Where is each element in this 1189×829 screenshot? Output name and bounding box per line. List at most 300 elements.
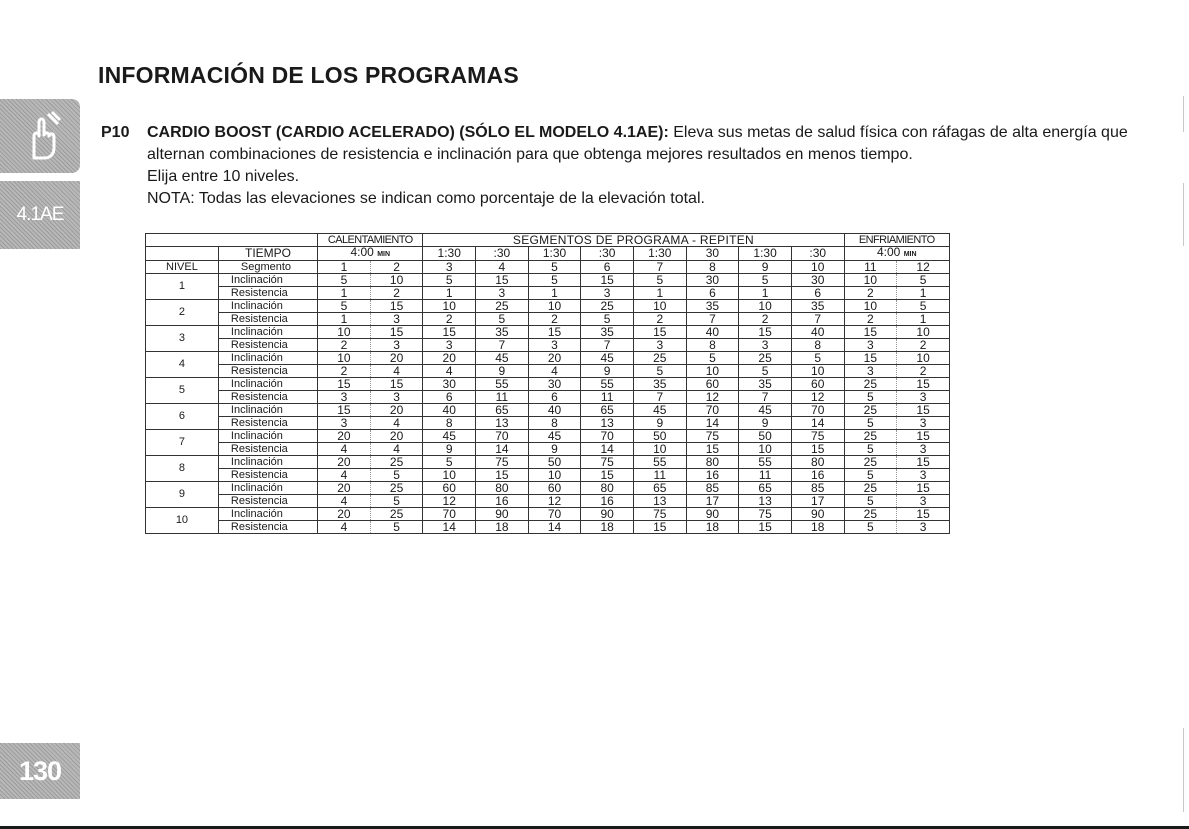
incline-value: 40 xyxy=(423,404,476,417)
program-code: P10 xyxy=(101,124,130,141)
incline-value: 25 xyxy=(739,352,792,365)
warmup-time xyxy=(318,247,423,261)
resistance-value: 7 xyxy=(739,391,792,404)
incline-value: 20 xyxy=(370,404,423,417)
incline-value: 35 xyxy=(476,326,529,339)
incline-value: 75 xyxy=(476,456,529,469)
incline-value: 50 xyxy=(528,456,581,469)
resistance-value: 16 xyxy=(686,469,739,482)
incline-value: 80 xyxy=(791,456,844,469)
resistance-value: 2 xyxy=(423,313,476,326)
resistance-value: 18 xyxy=(581,521,634,534)
resistance-value: 5 xyxy=(844,521,897,534)
resistance-value: 5 xyxy=(844,417,897,430)
incline-value: 5 xyxy=(423,456,476,469)
incline-value: 40 xyxy=(528,404,581,417)
segment-number: 7 xyxy=(633,261,686,274)
incline-value: 10 xyxy=(528,300,581,313)
incline-label: Inclinación xyxy=(218,456,317,469)
resistance-value: 6 xyxy=(686,287,739,300)
resistance-value: 2 xyxy=(318,339,371,352)
incline-value: 20 xyxy=(318,456,371,469)
level-resistance-row xyxy=(146,313,950,326)
resistance-value: 12 xyxy=(791,391,844,404)
incline-value: 90 xyxy=(686,508,739,521)
level-resistance-row xyxy=(146,365,950,378)
resistance-value: 3 xyxy=(318,417,371,430)
segment-number: 2 xyxy=(370,261,423,274)
resistance-value: 2 xyxy=(844,287,897,300)
resistance-value: 14 xyxy=(528,521,581,534)
incline-value: 75 xyxy=(633,508,686,521)
edge-line xyxy=(1183,728,1184,812)
resistance-value: 11 xyxy=(633,469,686,482)
incline-label: Inclinación xyxy=(218,274,317,287)
resistance-value: 4 xyxy=(423,365,476,378)
resistance-value: 4 xyxy=(370,365,423,378)
resistance-value: 10 xyxy=(686,365,739,378)
incline-value: 25 xyxy=(370,482,423,495)
program-description xyxy=(101,122,1167,210)
resistance-value: 13 xyxy=(633,495,686,508)
resistance-label: Resistencia xyxy=(218,495,317,508)
cooldown-header: ENFRIAMIENTO xyxy=(844,234,949,247)
resistance-value: 4 xyxy=(318,469,371,482)
resistance-value: 5 xyxy=(844,495,897,508)
incline-value: 60 xyxy=(528,482,581,495)
resistance-value: 16 xyxy=(581,495,634,508)
incline-value: 10 xyxy=(370,274,423,287)
program-name: CARDIO BOOST (CARDIO ACELERADO) (SÓLO EL MODELO 4.1AE): xyxy=(147,124,669,141)
level-resistance-row xyxy=(146,469,950,482)
resistance-value: 4 xyxy=(370,417,423,430)
resistance-value: 7 xyxy=(476,339,529,352)
resistance-value: 8 xyxy=(791,339,844,352)
level-resistance-row xyxy=(146,521,950,534)
incline-value: 80 xyxy=(476,482,529,495)
incline-value: 70 xyxy=(686,404,739,417)
elevation-note: NOTA: Todas las elevaciones se indican como porcentaje de la elevación total. xyxy=(147,190,705,207)
incline-value: 55 xyxy=(739,456,792,469)
incline-value: 90 xyxy=(791,508,844,521)
resistance-value: 2 xyxy=(844,313,897,326)
incline-value: 10 xyxy=(844,300,897,313)
incline-value: 85 xyxy=(686,482,739,495)
program-table xyxy=(145,233,950,534)
resistance-value: 10 xyxy=(423,469,476,482)
resistance-value: 4 xyxy=(318,521,371,534)
resistance-value: 3 xyxy=(528,339,581,352)
resistance-value: 8 xyxy=(423,417,476,430)
resistance-value: 1 xyxy=(897,313,950,326)
incline-value: 15 xyxy=(897,430,950,443)
cooldown-time-value: 4:00 xyxy=(876,246,901,259)
page-number: 130 xyxy=(0,743,80,799)
segment-number: 11 xyxy=(844,261,897,274)
incline-value: 60 xyxy=(686,378,739,391)
resistance-value: 3 xyxy=(370,313,423,326)
resistance-value: 5 xyxy=(844,469,897,482)
incline-value: 65 xyxy=(476,404,529,417)
resistance-value: 4 xyxy=(370,443,423,456)
incline-value: 15 xyxy=(370,326,423,339)
resistance-value: 8 xyxy=(686,339,739,352)
incline-value: 25 xyxy=(844,456,897,469)
incline-value: 15 xyxy=(370,378,423,391)
incline-value: 35 xyxy=(686,300,739,313)
resistance-value: 11 xyxy=(739,469,792,482)
resistance-value: 14 xyxy=(686,417,739,430)
incline-value: 15 xyxy=(897,378,950,391)
resistance-value: 12 xyxy=(528,495,581,508)
level-number: 2 xyxy=(146,300,219,326)
program-text: Eleva sus metas de salud física con ráfagas de alta energía que alternan combinaciones de resistencia e inclinación para que obtenga mejores resultados en menos tiempo. xyxy=(147,124,1128,163)
incline-value: 15 xyxy=(318,404,371,417)
incline-value: 5 xyxy=(528,274,581,287)
level-incline-row xyxy=(146,274,950,287)
segments-header: SEGMENTOS DE PROGRAMA - REPITEN xyxy=(423,234,844,247)
incline-value: 35 xyxy=(791,300,844,313)
resistance-value: 13 xyxy=(581,417,634,430)
incline-value: 80 xyxy=(686,456,739,469)
resistance-value: 17 xyxy=(791,495,844,508)
incline-value: 25 xyxy=(370,456,423,469)
incline-value: 25 xyxy=(844,378,897,391)
incline-value: 35 xyxy=(739,378,792,391)
empty-cell xyxy=(146,234,318,247)
level-resistance-row xyxy=(146,495,950,508)
min-unit: MIN xyxy=(377,251,391,258)
level-incline-row xyxy=(146,300,950,313)
incline-label: Inclinación xyxy=(218,430,317,443)
level-number: 5 xyxy=(146,378,219,404)
incline-value: 15 xyxy=(581,274,634,287)
incline-value: 20 xyxy=(370,352,423,365)
resistance-value: 15 xyxy=(476,469,529,482)
segment-time: 1:30 xyxy=(423,247,476,261)
resistance-label: Resistencia xyxy=(218,469,317,482)
incline-value: 35 xyxy=(633,378,686,391)
level-incline-row xyxy=(146,404,950,417)
resistance-value: 9 xyxy=(528,443,581,456)
incline-value: 5 xyxy=(686,352,739,365)
resistance-value: 3 xyxy=(370,339,423,352)
incline-value: 15 xyxy=(844,326,897,339)
edge-line xyxy=(1183,96,1184,132)
incline-value: 10 xyxy=(897,352,950,365)
resistance-label: Resistencia xyxy=(218,365,317,378)
warmup-time-value: 4:00 xyxy=(350,246,374,259)
incline-value: 55 xyxy=(476,378,529,391)
incline-value: 30 xyxy=(686,274,739,287)
phase-header-row xyxy=(146,234,950,247)
cooldown-time xyxy=(844,247,949,261)
incline-value: 70 xyxy=(423,508,476,521)
resistance-value: 12 xyxy=(686,391,739,404)
resistance-value: 1 xyxy=(633,287,686,300)
incline-value: 50 xyxy=(739,430,792,443)
level-resistance-row xyxy=(146,391,950,404)
resistance-value: 1 xyxy=(423,287,476,300)
level-incline-row xyxy=(146,482,950,495)
resistance-value: 5 xyxy=(370,521,423,534)
level-number: 9 xyxy=(146,482,219,508)
resistance-value: 3 xyxy=(897,443,950,456)
incline-value: 75 xyxy=(581,456,634,469)
incline-value: 40 xyxy=(791,326,844,339)
resistance-value: 3 xyxy=(897,417,950,430)
resistance-value: 6 xyxy=(791,287,844,300)
incline-label: Inclinación xyxy=(218,378,317,391)
incline-value: 70 xyxy=(476,430,529,443)
resistance-value: 12 xyxy=(423,495,476,508)
resistance-value: 2 xyxy=(739,313,792,326)
resistance-value: 5 xyxy=(739,365,792,378)
resistance-value: 9 xyxy=(633,417,686,430)
resistance-value: 6 xyxy=(528,391,581,404)
resistance-value: 15 xyxy=(581,469,634,482)
incline-value: 65 xyxy=(581,404,634,417)
resistance-value: 5 xyxy=(370,495,423,508)
segment-number: 9 xyxy=(739,261,792,274)
resistance-value: 3 xyxy=(844,365,897,378)
segment-number: 1 xyxy=(318,261,371,274)
incline-value: 80 xyxy=(581,482,634,495)
resistance-value: 15 xyxy=(739,521,792,534)
incline-value: 45 xyxy=(476,352,529,365)
resistance-value: 13 xyxy=(476,417,529,430)
resistance-value: 14 xyxy=(423,521,476,534)
segment-number: 8 xyxy=(686,261,739,274)
resistance-value: 11 xyxy=(581,391,634,404)
incline-value: 5 xyxy=(739,274,792,287)
resistance-value: 2 xyxy=(897,365,950,378)
segment-number: 4 xyxy=(476,261,529,274)
incline-value: 75 xyxy=(739,508,792,521)
incline-value: 5 xyxy=(423,274,476,287)
resistance-value: 7 xyxy=(686,313,739,326)
incline-value: 20 xyxy=(370,430,423,443)
resistance-value: 3 xyxy=(370,391,423,404)
resistance-value: 4 xyxy=(318,443,371,456)
resistance-value: 3 xyxy=(897,469,950,482)
level-number: 3 xyxy=(146,326,219,352)
resistance-value: 9 xyxy=(739,417,792,430)
incline-value: 5 xyxy=(318,300,371,313)
resistance-value: 2 xyxy=(370,287,423,300)
resistance-value: 5 xyxy=(633,365,686,378)
incline-value: 25 xyxy=(476,300,529,313)
incline-value: 30 xyxy=(528,378,581,391)
resistance-value: 7 xyxy=(581,339,634,352)
resistance-label: Resistencia xyxy=(218,521,317,534)
level-number: 7 xyxy=(146,430,219,456)
incline-value: 10 xyxy=(318,352,371,365)
resistance-value: 14 xyxy=(581,443,634,456)
incline-value: 25 xyxy=(581,300,634,313)
resistance-value: 1 xyxy=(739,287,792,300)
segment-number: 6 xyxy=(581,261,634,274)
incline-value: 10 xyxy=(633,300,686,313)
resistance-value: 3 xyxy=(739,339,792,352)
level-incline-row xyxy=(146,352,950,365)
incline-value: 55 xyxy=(633,456,686,469)
resistance-value: 15 xyxy=(686,443,739,456)
time-label: TIEMPO xyxy=(218,247,317,261)
incline-value: 30 xyxy=(423,378,476,391)
segment-number: 5 xyxy=(528,261,581,274)
nivel-label: NIVEL xyxy=(146,261,219,274)
incline-label: Inclinación xyxy=(218,300,317,313)
resistance-value: 2 xyxy=(528,313,581,326)
resistance-label: Resistencia xyxy=(218,391,317,404)
incline-value: 10 xyxy=(318,326,371,339)
incline-value: 10 xyxy=(423,300,476,313)
incline-value: 15 xyxy=(897,482,950,495)
segment-time: 1:30 xyxy=(633,247,686,261)
incline-value: 25 xyxy=(633,352,686,365)
resistance-value: 16 xyxy=(476,495,529,508)
resistance-value: 6 xyxy=(423,391,476,404)
incline-value: 20 xyxy=(528,352,581,365)
incline-value: 55 xyxy=(581,378,634,391)
level-number: 10 xyxy=(146,508,219,534)
incline-value: 5 xyxy=(897,300,950,313)
incline-label: Inclinación xyxy=(218,352,317,365)
incline-label: Inclinación xyxy=(218,508,317,521)
page-title: INFORMACIÓN DE LOS PROGRAMAS xyxy=(98,62,519,88)
level-incline-row xyxy=(146,508,950,521)
incline-value: 25 xyxy=(844,482,897,495)
level-number: 8 xyxy=(146,456,219,482)
resistance-value: 3 xyxy=(897,521,950,534)
level-incline-row xyxy=(146,456,950,469)
resistance-value: 5 xyxy=(370,469,423,482)
segment-number: 12 xyxy=(897,261,950,274)
incline-value: 45 xyxy=(528,430,581,443)
segment-number: 3 xyxy=(423,261,476,274)
hand-pointing-icon xyxy=(12,108,68,164)
level-resistance-row xyxy=(146,287,950,300)
incline-value: 70 xyxy=(528,508,581,521)
min-unit: MIN xyxy=(903,251,917,258)
resistance-value: 16 xyxy=(791,469,844,482)
resistance-value: 5 xyxy=(476,313,529,326)
incline-value: 65 xyxy=(633,482,686,495)
resistance-label: Resistencia xyxy=(218,287,317,300)
resistance-value: 2 xyxy=(318,365,371,378)
resistance-label: Resistencia xyxy=(218,339,317,352)
incline-value: 25 xyxy=(370,508,423,521)
resistance-value: 11 xyxy=(476,391,529,404)
incline-value: 25 xyxy=(844,508,897,521)
incline-value: 15 xyxy=(633,326,686,339)
incline-value: 5 xyxy=(633,274,686,287)
incline-value: 30 xyxy=(791,274,844,287)
resistance-value: 9 xyxy=(476,365,529,378)
segment-label: Segmento xyxy=(218,261,317,274)
resistance-value: 14 xyxy=(791,417,844,430)
incline-value: 65 xyxy=(739,482,792,495)
segment-time: 1:30 xyxy=(528,247,581,261)
incline-value: 15 xyxy=(739,326,792,339)
incline-value: 60 xyxy=(791,378,844,391)
resistance-value: 10 xyxy=(528,469,581,482)
incline-value: 20 xyxy=(318,508,371,521)
level-incline-row xyxy=(146,326,950,339)
resistance-value: 3 xyxy=(897,495,950,508)
resistance-value: 3 xyxy=(844,339,897,352)
level-resistance-row xyxy=(146,417,950,430)
incline-value: 45 xyxy=(423,430,476,443)
resistance-value: 5 xyxy=(581,313,634,326)
segment-time: :30 xyxy=(476,247,529,261)
incline-value: 15 xyxy=(370,300,423,313)
incline-label: Inclinación xyxy=(218,404,317,417)
resistance-label: Resistencia xyxy=(218,313,317,326)
resistance-value: 15 xyxy=(633,521,686,534)
incline-value: 15 xyxy=(897,508,950,521)
incline-value: 75 xyxy=(686,430,739,443)
empty-cell xyxy=(146,247,219,261)
level-number: 4 xyxy=(146,352,219,378)
resistance-value: 9 xyxy=(423,443,476,456)
edge-line xyxy=(1183,183,1184,246)
resistance-value: 14 xyxy=(476,443,529,456)
segment-number: 10 xyxy=(791,261,844,274)
resistance-value: 5 xyxy=(844,391,897,404)
resistance-value: 7 xyxy=(791,313,844,326)
resistance-value: 17 xyxy=(686,495,739,508)
incline-value: 15 xyxy=(897,456,950,469)
resistance-value: 2 xyxy=(897,339,950,352)
incline-value: 15 xyxy=(423,326,476,339)
incline-value: 10 xyxy=(897,326,950,339)
incline-value: 5 xyxy=(318,274,371,287)
program-intro xyxy=(147,122,1167,166)
resistance-label: Resistencia xyxy=(218,443,317,456)
resistance-value: 1 xyxy=(528,287,581,300)
incline-value: 10 xyxy=(844,274,897,287)
segment-time: :30 xyxy=(581,247,634,261)
level-number: 1 xyxy=(146,274,219,300)
resistance-value: 13 xyxy=(739,495,792,508)
incline-value: 25 xyxy=(844,430,897,443)
incline-value: 35 xyxy=(581,326,634,339)
resistance-value: 9 xyxy=(581,365,634,378)
resistance-value: 5 xyxy=(844,443,897,456)
resistance-value: 18 xyxy=(476,521,529,534)
resistance-value: 10 xyxy=(791,365,844,378)
incline-value: 20 xyxy=(423,352,476,365)
incline-value: 60 xyxy=(423,482,476,495)
resistance-value: 15 xyxy=(791,443,844,456)
resistance-value: 1 xyxy=(318,287,371,300)
warmup-header: CALENTAMIENTO xyxy=(318,234,423,247)
resistance-value: 18 xyxy=(791,521,844,534)
incline-value: 75 xyxy=(791,430,844,443)
resistance-value: 18 xyxy=(686,521,739,534)
side-tab-icon xyxy=(0,99,80,173)
model-tab: 4.1AE xyxy=(0,181,80,249)
resistance-value: 3 xyxy=(318,391,371,404)
incline-value: 25 xyxy=(844,404,897,417)
level-incline-row xyxy=(146,430,950,443)
segment-row xyxy=(146,261,950,274)
incline-value: 85 xyxy=(791,482,844,495)
resistance-value: 1 xyxy=(318,313,371,326)
incline-value: 45 xyxy=(739,404,792,417)
